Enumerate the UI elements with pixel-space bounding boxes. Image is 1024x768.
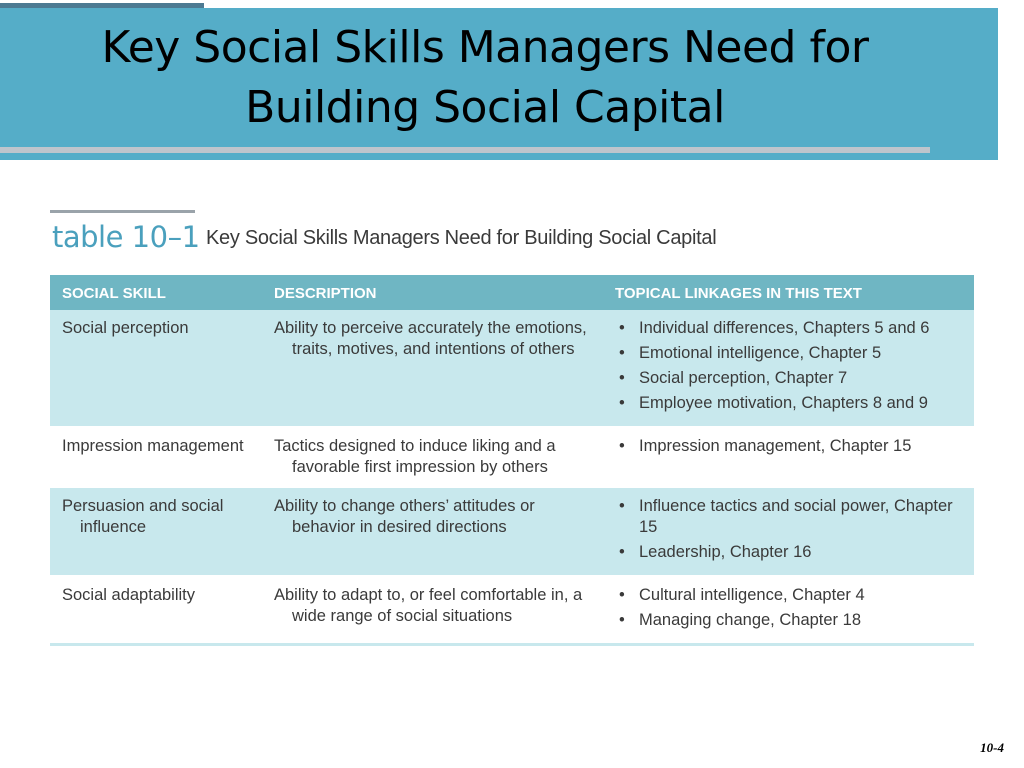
description-text: Ability to perceive accurately the emotions, traits, motives, and intentions of others [274, 319, 587, 358]
slide-title-line2: Building Social Capital [245, 82, 725, 133]
links-cell [603, 310, 974, 427]
skill-cell [50, 487, 262, 576]
header-description: DESCRIPTION [262, 275, 603, 310]
links-list [615, 436, 962, 457]
table-header-row [50, 275, 974, 310]
table-row [50, 310, 974, 427]
caption-rule [50, 210, 195, 213]
links-cell [603, 576, 974, 645]
list-item: • Social perception, Chapter 7 [615, 368, 962, 389]
list-item: • Cultural intelligence, Chapter 4 [615, 585, 962, 606]
description-text: Tactics designed to induce liking and a favorable first impression by others [274, 437, 556, 476]
links-cell [603, 427, 974, 487]
skill-text: Persuasion and social influence [62, 497, 224, 536]
slide-title-line1: Key Social Skills Managers Need for [101, 22, 869, 73]
table-row [50, 427, 974, 487]
description-text: Ability to adapt to, or feel comfortable in, a wide range of social situations [274, 586, 583, 625]
skill-text: Social perception [62, 319, 189, 337]
links-list [615, 318, 962, 414]
table-row [50, 487, 974, 576]
table-row [50, 576, 974, 645]
header-topical-linkages: TOPICAL LINKAGES IN THIS TEXT [603, 275, 974, 310]
skill-cell [50, 310, 262, 427]
list-item: • Impression management, Chapter 15 [615, 436, 962, 457]
description-cell [262, 310, 603, 427]
skill-cell [50, 576, 262, 645]
table-number: table 10–1 [52, 220, 200, 254]
skill-text: Social adaptability [62, 586, 195, 604]
links-list [615, 496, 962, 563]
description-text: Ability to change others’ attitudes or behavior in desired directions [274, 497, 535, 536]
list-item: • Influence tactics and social power, Chapter 15 [615, 496, 962, 538]
page-number: 10-4 [980, 740, 1004, 755]
description-cell [262, 487, 603, 576]
list-item: • Emotional intelligence, Chapter 5 [615, 343, 962, 364]
list-item: • Individual differences, Chapters 5 and 6 [615, 318, 962, 339]
description-cell [262, 427, 603, 487]
skill-cell [50, 427, 262, 487]
skill-text: Impression management [62, 437, 244, 455]
list-item: • Employee motivation, Chapters 8 and 9 [615, 393, 962, 414]
social-skills-table [50, 275, 974, 646]
title-underline [0, 147, 930, 153]
links-cell [603, 487, 974, 576]
slide-title [0, 18, 970, 138]
header-social-skill: SOCIAL SKILL [50, 275, 262, 310]
links-list [615, 585, 962, 631]
list-item: • Managing change, Chapter 18 [615, 610, 962, 631]
list-item: • Leadership, Chapter 16 [615, 542, 962, 563]
table-caption: Key Social Skills Managers Need for Building Social Capital [206, 227, 717, 249]
description-cell [262, 576, 603, 645]
